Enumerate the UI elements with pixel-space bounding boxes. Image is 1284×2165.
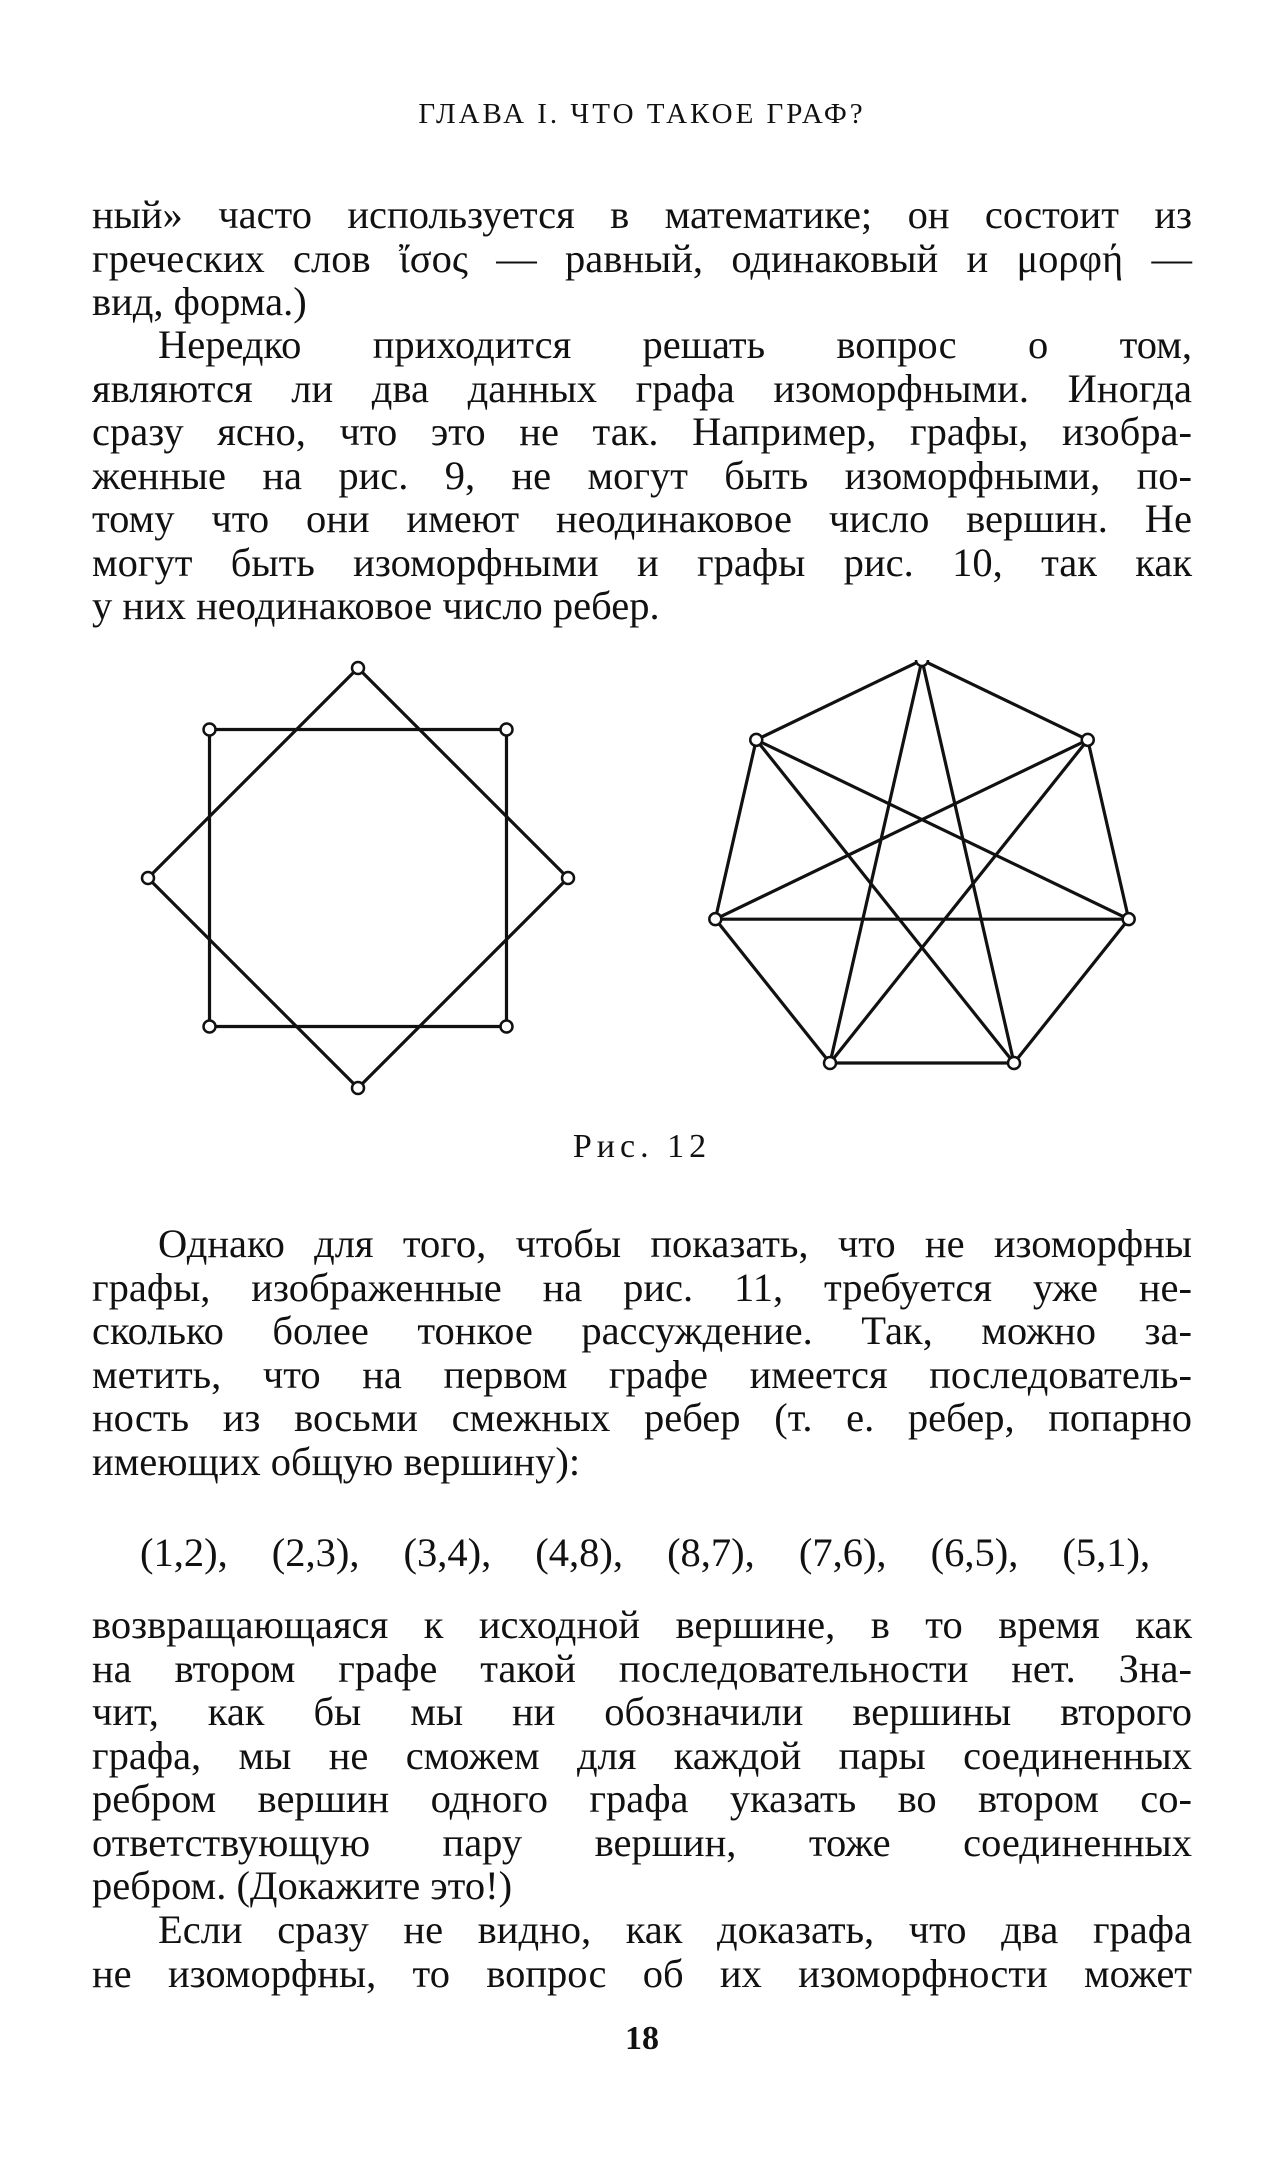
graph-edge (830, 740, 1088, 1063)
graph-edge (756, 740, 1128, 919)
graph-edge (922, 660, 1088, 740)
text-line: сколько более тонкое рассуждение. Так, можно за- (92, 1308, 1192, 1353)
text-line: ный» часто используется в математике; он состоит из (92, 192, 1192, 237)
text-line: не изоморфны, то вопрос об их изоморфности может (92, 1950, 1192, 1996)
graph-edge (148, 668, 358, 878)
graph-edge (756, 660, 922, 740)
graph-vertex (562, 872, 574, 884)
text-line: сразу ясно, что это не так. Например, графы, изобра- (92, 409, 1192, 454)
text-line: Однако для того, чтобы показать, что не изоморфны (158, 1221, 1192, 1266)
text-line: ребром вершин одного графа указать во втором со- (92, 1776, 1192, 1821)
graph-edge (715, 740, 1087, 919)
paragraph-continuation (92, 193, 1192, 324)
text-line: имеющих общую вершину): (92, 1438, 581, 1484)
paragraph-isomorphism-question (92, 323, 1192, 628)
graph-edge (830, 660, 922, 1063)
graph-2 (709, 660, 1134, 1069)
graph-edge (756, 740, 1014, 1063)
graph-vertex (1082, 734, 1094, 746)
edge-pair: (5,1), (1062, 1530, 1151, 1575)
graph-vertex (352, 662, 364, 674)
text-line: греческих слов ἴσος — равный, одинаковый и μορφή — (92, 235, 1192, 281)
text-line: возвращающаяся к исходной вершине, в то время как (92, 1602, 1192, 1647)
graph-edge (358, 668, 568, 878)
text-line: ребром. (Докажите это!) (92, 1863, 513, 1908)
text-line: чит, как бы мы ни обозначили вершины второго (92, 1689, 1192, 1734)
edge-pair: (7,6), (798, 1530, 887, 1575)
graph-edge (715, 740, 756, 919)
text-line: у них неодинаковое число ребер. (92, 583, 660, 628)
edge-pair: (3,4), (403, 1530, 492, 1575)
graph-vertex (916, 660, 928, 666)
text-line: Нередко приходится решать вопрос о том, (158, 322, 1192, 367)
graph-vertex (142, 872, 154, 884)
text-line: ность из восьми смежных ребер (т. е. ребер, попарно (92, 1395, 1192, 1440)
text-line: ответствующую пару вершин, тоже соединенных (92, 1819, 1192, 1865)
text-line: тому что они имеют неодинаковое число вершин. Не (92, 496, 1192, 541)
text-line: являются ли два данных графа изоморфными. Иногда (92, 365, 1192, 411)
graph-edge (1088, 740, 1129, 919)
edge-pair: (8,7), (667, 1530, 755, 1575)
paragraph-subtle-argument (92, 1222, 1192, 1483)
text-line: графы, изображенные на рис. 11, требуется уже не- (92, 1264, 1192, 1310)
text-line: графа, мы не сможем для каждой пары соединенных (92, 1732, 1192, 1778)
graph-edge (358, 878, 568, 1088)
graph-1 (142, 662, 574, 1094)
page-number: 18 (625, 2020, 659, 2057)
text-line: Если сразу не видно, как доказать, что два графа (158, 1907, 1192, 1952)
edge-pair: (1,2), (140, 1530, 228, 1575)
graph-vertex (204, 1020, 216, 1032)
graph-figure (0, 660, 1284, 1110)
graph-vertex (500, 1020, 512, 1032)
graph-edge (715, 919, 830, 1063)
figure-12 (0, 660, 1284, 1110)
graph-edge (922, 660, 1014, 1063)
text-line: могут быть изоморфными и графы рис. 10, так как (92, 539, 1192, 585)
graph-edge (148, 878, 358, 1088)
edge-pair: (2,3), (271, 1530, 360, 1575)
edge-pair: (6,5), (930, 1530, 1019, 1575)
graph-edge (1014, 919, 1129, 1063)
graph-vertex (824, 1057, 836, 1069)
paragraph-next (92, 1908, 1192, 1995)
text-line: вид, форма.) (92, 279, 307, 324)
graph-vertex (204, 724, 216, 736)
text-line: женные на рис. 9, не могут быть изоморфными, по- (92, 452, 1192, 498)
text-line: метить, что на первом графе имеется последователь- (92, 1351, 1192, 1397)
graph-vertex (709, 913, 721, 925)
graph-vertex (1008, 1057, 1020, 1069)
graph-vertex (352, 1082, 364, 1094)
figure-caption: Рис. 12 (572, 1128, 712, 1165)
graph-vertex (1123, 913, 1135, 925)
edge-sequence (140, 1530, 1150, 1576)
paragraph-conclusion (92, 1603, 1192, 1908)
edge-pair: (4,8), (535, 1530, 624, 1575)
text-line: на втором графе такой последовательности нет. Зна- (92, 1645, 1192, 1691)
graph-vertex (750, 734, 762, 746)
graph-vertex (500, 724, 512, 736)
running-head: ГЛАВА I. ЧТО ТАКОЕ ГРАФ? (418, 98, 866, 130)
